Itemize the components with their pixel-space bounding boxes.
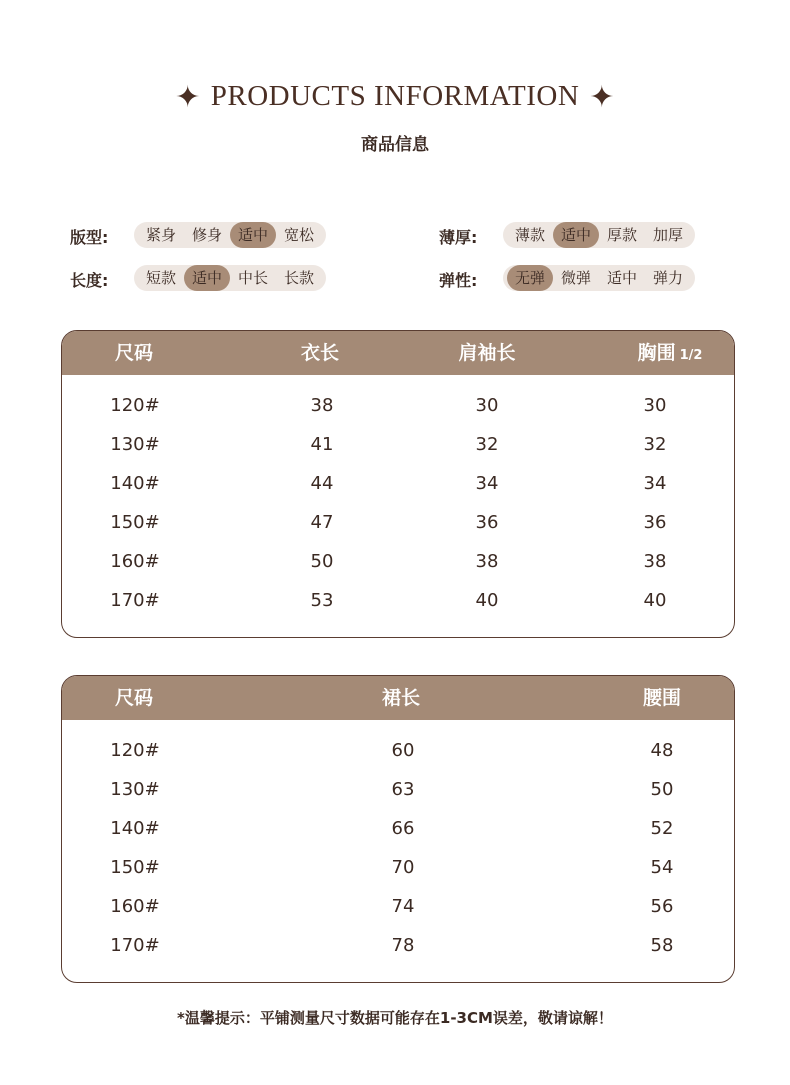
- table-cell: 170#: [110, 590, 160, 611]
- length-option[interactable]: 短款: [146, 269, 177, 287]
- table-cell: 41: [310, 434, 334, 455]
- table-cell: 38: [475, 551, 499, 572]
- fit-option[interactable]: 宽松: [284, 226, 315, 244]
- thickness-label: 薄厚:: [439, 228, 478, 247]
- thickness-option[interactable]: 薄款: [515, 226, 546, 244]
- table-cell: 63: [391, 779, 415, 800]
- products-information-title: [0, 80, 790, 115]
- header-shoulder-sleeve: 肩袖长: [458, 342, 516, 364]
- table-cell: 120#: [110, 395, 160, 416]
- table-cell: 53: [310, 590, 334, 611]
- bottom-size-table: [61, 675, 735, 983]
- table-cell: 40: [643, 590, 667, 611]
- table-header: [62, 676, 734, 720]
- header-skirt-length: 裙长: [381, 687, 421, 709]
- page-subtitle: 商品信息: [361, 135, 429, 155]
- table-cell: 70: [391, 857, 415, 878]
- table-row: [62, 473, 734, 503]
- table-cell: 38: [643, 551, 667, 572]
- table-cell: 130#: [110, 434, 160, 455]
- table-cell: 32: [475, 434, 499, 455]
- fit-label: 版型:: [70, 228, 109, 247]
- header-length: 衣长: [300, 342, 340, 364]
- elasticity-option-selected[interactable]: 无弹: [507, 265, 553, 291]
- table-row: [62, 857, 734, 887]
- length-option-selected[interactable]: 适中: [184, 265, 230, 291]
- four-point-star-icon: ✦: [175, 81, 201, 114]
- length-label: 长度:: [70, 271, 109, 290]
- table-cell: 58: [650, 935, 674, 956]
- header-chest: [638, 331, 703, 375]
- header-chest-label: 胸围: [637, 342, 676, 364]
- measurement-note: *温馨提示：平铺测量尺寸数据可能存在1-3CM误差，敬请谅解！: [177, 1009, 613, 1027]
- four-point-star-icon: ✦: [589, 81, 615, 114]
- elasticity-option[interactable]: 微弹: [561, 269, 592, 287]
- table-cell: 120#: [110, 740, 160, 761]
- header-chest-suffix: 1/2: [679, 348, 703, 363]
- elasticity-label: 弹性:: [439, 271, 478, 290]
- fit-option-selected[interactable]: 适中: [230, 222, 276, 248]
- table-row: [62, 935, 734, 965]
- elasticity-options: [503, 265, 695, 291]
- table-cell: 60: [391, 740, 415, 761]
- table-cell: 54: [650, 857, 674, 878]
- table-cell: 74: [391, 896, 415, 917]
- length-options: [134, 265, 326, 291]
- table-cell: 32: [643, 434, 667, 455]
- table-cell: 36: [475, 512, 499, 533]
- table-cell: 40: [475, 590, 499, 611]
- table-cell: 48: [650, 740, 674, 761]
- fit-option[interactable]: 紧身: [146, 226, 177, 244]
- table-cell: 36: [643, 512, 667, 533]
- table-row: [62, 818, 734, 848]
- table-cell: 34: [475, 473, 499, 494]
- elasticity-option[interactable]: 弹力: [653, 269, 684, 287]
- fit-options: [134, 222, 326, 248]
- table-cell: 66: [391, 818, 415, 839]
- header-waist: 腰围: [642, 687, 682, 709]
- table-row: [62, 434, 734, 464]
- table-cell: 34: [643, 473, 667, 494]
- fit-option[interactable]: 修身: [192, 226, 223, 244]
- header-size: 尺码: [114, 342, 154, 364]
- table-cell: 150#: [110, 857, 160, 878]
- top-size-table: [61, 330, 735, 638]
- table-cell: 52: [650, 818, 674, 839]
- table-cell: 150#: [110, 512, 160, 533]
- table-row: [62, 512, 734, 542]
- thickness-option-selected[interactable]: 适中: [553, 222, 599, 248]
- table-row: [62, 590, 734, 620]
- table-row: [62, 740, 734, 770]
- table-cell: 160#: [110, 551, 160, 572]
- length-option[interactable]: 中长: [238, 269, 269, 287]
- table-row: [62, 395, 734, 425]
- table-cell: 78: [391, 935, 415, 956]
- table-cell: 140#: [110, 473, 160, 494]
- table-cell: 140#: [110, 818, 160, 839]
- thickness-option[interactable]: 厚款: [607, 226, 638, 244]
- table-row: [62, 551, 734, 581]
- table-cell: 44: [310, 473, 334, 494]
- thickness-options: [503, 222, 695, 248]
- table-cell: 38: [310, 395, 334, 416]
- header-size: 尺码: [114, 687, 154, 709]
- table-cell: 50: [310, 551, 334, 572]
- table-row: [62, 896, 734, 926]
- table-cell: 30: [475, 395, 499, 416]
- table-row: [62, 779, 734, 809]
- table-header: [62, 331, 734, 375]
- table-cell: 170#: [110, 935, 160, 956]
- table-cell: 47: [310, 512, 334, 533]
- table-cell: 56: [650, 896, 674, 917]
- thickness-option[interactable]: 加厚: [653, 226, 684, 244]
- elasticity-option[interactable]: 适中: [607, 269, 638, 287]
- table-cell: 160#: [110, 896, 160, 917]
- length-option[interactable]: 长款: [284, 269, 315, 287]
- title-text: PRODUCTS INFORMATION: [210, 80, 580, 112]
- table-cell: 50: [650, 779, 674, 800]
- table-cell: 30: [643, 395, 667, 416]
- table-cell: 130#: [110, 779, 160, 800]
